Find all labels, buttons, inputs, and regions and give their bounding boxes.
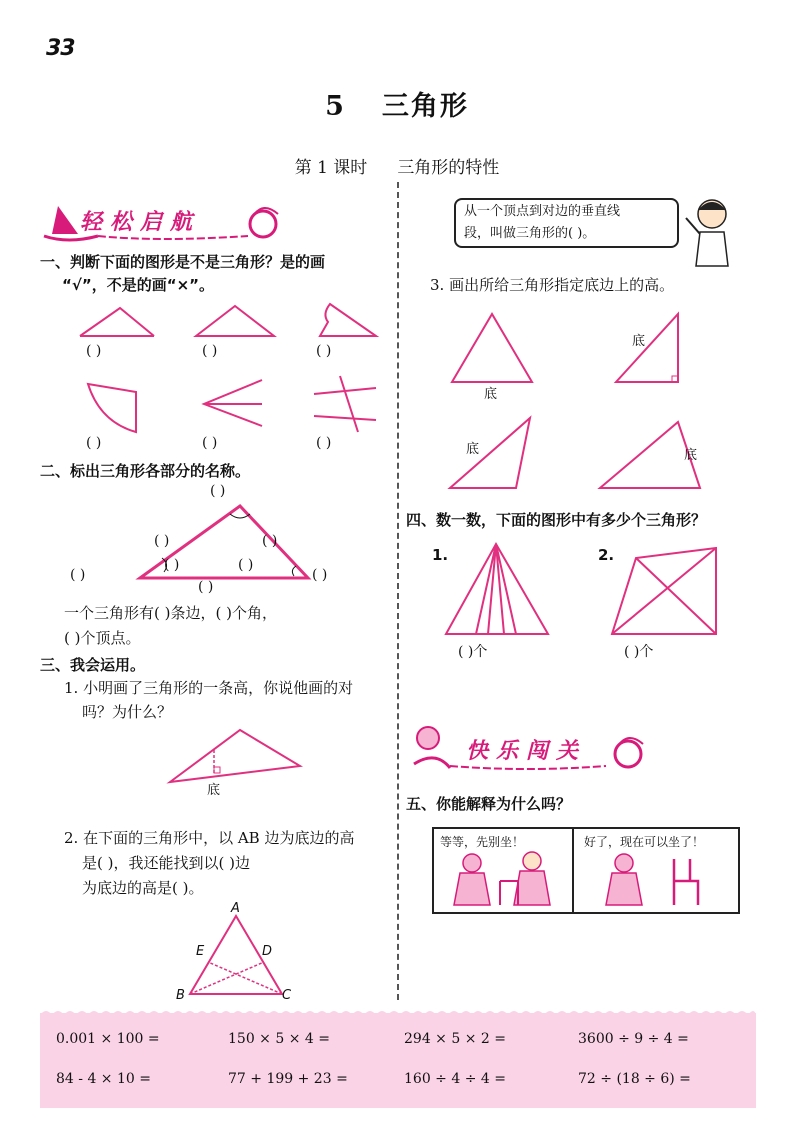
vertex-e: E (196, 944, 205, 959)
q1-answer-5[interactable]: ( ) (202, 435, 218, 451)
comic-panel-2 (574, 829, 738, 912)
page-title (0, 84, 794, 123)
q4-heading: 四、数一数，下面的图形中有多少个三角形？ (406, 511, 707, 529)
comic-caption-1: 等等，先别坐！ (440, 835, 525, 849)
q3-3-base-label-3: 底 (466, 442, 480, 457)
math-expression: 160 ÷ 4 ÷ 4 = (404, 1071, 506, 1087)
lesson-topic: 三角形的特性 (397, 158, 500, 178)
q2-label-vertex-right[interactable]: ( ) (312, 567, 328, 583)
q3-p1-triangle (166, 726, 306, 786)
q1-answer-4[interactable]: ( ) (86, 435, 102, 451)
math-expression: 150 × 5 × 4 = (228, 1031, 330, 1047)
hint-line-2: 段，叫做三角形的( )。 (464, 226, 596, 241)
q2-label-side-right[interactable]: ( ) (262, 533, 278, 549)
q2-heading: 二、标出三角形各部分的名称。 (40, 462, 251, 480)
q2-label-side-left[interactable]: ( ) (154, 533, 170, 549)
q3-p1-line-1: 1. 小明画了三角形的一条高，你说他画的对 (64, 679, 354, 697)
q3-p1-base-label: 底 (207, 783, 221, 798)
q5-heading: 五、你能解释为什么吗？ (406, 795, 572, 813)
comic-panel-1 (434, 829, 574, 912)
lesson-subtitle (0, 153, 794, 178)
vertex-a: A (231, 901, 240, 916)
q3-p2-line-2: 是( )，我还能找到以( )边 (82, 854, 250, 872)
chapter-number: 5 (325, 91, 346, 122)
q1-answer-2[interactable]: ( ) (202, 343, 218, 359)
q2-label-angle-left[interactable]: ( ) (164, 557, 180, 573)
vertex-b: B (176, 988, 185, 1003)
q2-fill-line-2: ( )个顶点。 (64, 629, 141, 647)
vertex-c: C (282, 988, 292, 1003)
q4-answer-1[interactable]: ( )个 (458, 644, 488, 660)
q2-label-vertex-left[interactable]: ( ) (70, 567, 86, 583)
q1-heading-2: “√”，不是的画“×”。 (62, 276, 215, 294)
q2-label-side-bottom[interactable]: ( ) (198, 579, 214, 595)
page-number: 33 (46, 36, 75, 61)
q2-label-angle-right[interactable]: ( ) (238, 557, 254, 573)
q3-p1-line-2: 吗？为什么？ (82, 703, 173, 721)
q1-answer-6[interactable]: ( ) (316, 435, 332, 451)
column-divider (397, 182, 399, 1000)
banner-title-1: 轻松启航 (80, 210, 201, 235)
panel-scallop-edge (40, 1007, 756, 1015)
comic-strip (432, 827, 740, 914)
q4-label-2: 2. (598, 546, 615, 564)
banner-title-2: 快乐闯关 (466, 739, 587, 764)
chapter-title: 三角形 (381, 91, 469, 122)
q4-label-1: 1. (432, 546, 449, 564)
q1-answer-3[interactable]: ( ) (316, 343, 332, 359)
q3-p2-line-1: 2. 在下面的三角形中，以 AB 边为底边的高 (64, 829, 355, 847)
vertex-d: D (262, 944, 273, 959)
girl-chair-illustration-icon (594, 851, 714, 909)
boy-illustration-icon (682, 194, 744, 270)
q1-heading: 一、判断下面的图形是不是三角形？是的画 (40, 253, 326, 271)
q1-figures (40, 296, 390, 456)
math-expression: 3600 ÷ 9 ÷ 4 = (578, 1031, 689, 1047)
q4-answer-2[interactable]: ( )个 (624, 644, 654, 660)
math-expression: 0.001 × 100 = (56, 1031, 160, 1047)
math-expression: 84 - 4 × 10 = (56, 1071, 151, 1087)
q3-3-heading: 3. 画出所给三角形指定底边上的高。 (430, 276, 675, 294)
q3-3-base-label-4: 底 (684, 448, 698, 463)
q3-p2-line-3: 为底边的高是( )。 (82, 879, 204, 897)
q1-answer-1[interactable]: ( ) (86, 343, 102, 359)
q3-3-base-label-2: 底 (632, 334, 646, 349)
math-expression: 77 + 199 + 23 = (228, 1071, 348, 1087)
comic-caption-2: 好了，现在可以坐了！ (584, 835, 705, 849)
q3-3-base-label-1: 底 (484, 387, 498, 402)
q3-heading: 三、我会运用。 (40, 656, 146, 674)
hint-bubble (454, 198, 679, 248)
mental-math-panel (40, 1013, 756, 1108)
q2-fill-line-1: 一个三角形有( )条边，( )个角， (64, 604, 277, 622)
q4-figures (440, 540, 740, 640)
math-expression: 72 ÷ (18 ÷ 6) = (578, 1071, 691, 1087)
hint-line-1: 从一个顶点到对边的垂直线 (464, 204, 621, 219)
math-expression: 294 × 5 × 2 = (404, 1031, 506, 1047)
lesson-number: 第 1 课时 (294, 158, 368, 178)
children-illustration-icon (444, 851, 564, 909)
q2-label-vertex-top[interactable]: ( ) (210, 483, 226, 499)
